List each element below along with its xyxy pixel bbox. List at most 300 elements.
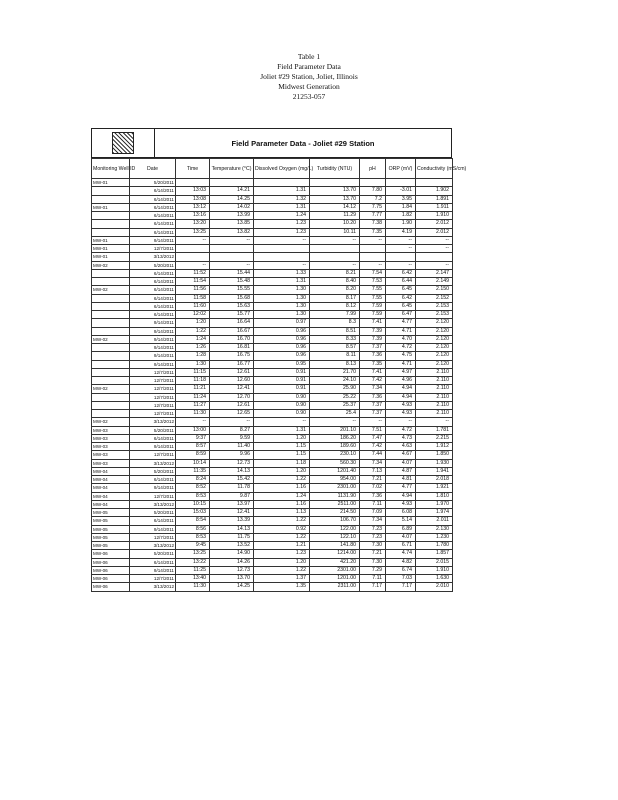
cell-well-id [92, 187, 130, 195]
cell-ph: 7.41 [360, 368, 386, 376]
cell-conductivity: 2.110 [416, 368, 453, 376]
cell-turbidity: 1131.90 [310, 492, 360, 500]
cell-time: 13:03 [176, 187, 210, 195]
cell-turbidity [310, 179, 360, 187]
cell-well-id: MW-04 [92, 492, 130, 500]
cell-conductivity: -- [416, 418, 453, 426]
cell-conductivity: 2.018 [416, 476, 453, 484]
cell-well-id [92, 327, 130, 335]
cell-orp: 4.73 [386, 434, 416, 442]
table-row [92, 443, 453, 451]
cell-temperature: 15.55 [210, 286, 254, 294]
cell-ph: 7.42 [360, 377, 386, 385]
cell-well-id: MW-06 [92, 566, 130, 574]
table-row [92, 335, 453, 343]
cell-well-id [92, 401, 130, 409]
cell-turbidity: 1214.00 [310, 550, 360, 558]
cell-conductivity: 2.120 [416, 360, 453, 368]
logo-icon [112, 132, 134, 154]
cell-ph: 7.59 [360, 311, 386, 319]
cell-conductivity: 2.130 [416, 525, 453, 533]
cell-ph: 7.30 [360, 542, 386, 550]
cell-orp: 6.08 [386, 509, 416, 517]
cell-orp: 4.67 [386, 451, 416, 459]
cell-orp: 4.63 [386, 443, 416, 451]
cell-time: 1:22 [176, 327, 210, 335]
cell-time: 11:56 [176, 286, 210, 294]
cell-turbidity: 2301.00 [310, 484, 360, 492]
cell-well-id: MW-06 [92, 558, 130, 566]
cell-date: 3/13/2012 [130, 583, 176, 591]
cell-orp: 4.75 [386, 352, 416, 360]
cell-dissolved-oxygen: 1.31 [254, 278, 310, 286]
cell-date: 3/13/2012 [130, 253, 176, 261]
cell-ph: 7.29 [360, 566, 386, 574]
cell-temperature: 16.64 [210, 319, 254, 327]
cell-orp: 4.96 [386, 377, 416, 385]
cell-ph [360, 245, 386, 253]
cell-time: 13:16 [176, 212, 210, 220]
cell-dissolved-oxygen: 1.20 [254, 558, 310, 566]
cell-time: 11:52 [176, 269, 210, 277]
cell-orp: 4.94 [386, 492, 416, 500]
cell-date: 9/14/2011 [130, 327, 176, 335]
cell-dissolved-oxygen: 1.18 [254, 459, 310, 467]
cell-well-id [92, 360, 130, 368]
cell-orp: 4.94 [386, 393, 416, 401]
cell-conductivity: 1.910 [416, 212, 453, 220]
table-row [92, 434, 453, 442]
cell-dissolved-oxygen: 1.24 [254, 212, 310, 220]
cell-conductivity: 2.110 [416, 401, 453, 409]
cell-ph: 7.36 [360, 352, 386, 360]
cell-temperature: 12.70 [210, 393, 254, 401]
cell-well-id [92, 220, 130, 228]
cell-date: 6/14/2011 [130, 203, 176, 211]
cell-orp: 6.42 [386, 269, 416, 277]
cell-orp: 4.81 [386, 476, 416, 484]
table-row [92, 360, 453, 368]
table-row [92, 575, 453, 583]
cell-conductivity [416, 179, 453, 187]
cell-ph: 7.55 [360, 286, 386, 294]
cell-conductivity: 1.630 [416, 575, 453, 583]
cell-temperature: 15.77 [210, 311, 254, 319]
cell-time: 15:03 [176, 509, 210, 517]
cell-time: 11:54 [176, 278, 210, 286]
cell-well-id [92, 368, 130, 376]
cell-time: 11:27 [176, 401, 210, 409]
cell-turbidity: 2511.00 [310, 500, 360, 508]
cell-temperature: 12.73 [210, 459, 254, 467]
cell-temperature: 14.13 [210, 525, 254, 533]
cell-temperature: 11.78 [210, 484, 254, 492]
cell-well-id: MW-03 [92, 443, 130, 451]
cell-turbidity: 24.10 [310, 377, 360, 385]
cell-temperature: 13.39 [210, 517, 254, 525]
cell-temperature: 15.68 [210, 294, 254, 302]
table-row [92, 550, 453, 558]
cell-date: 9/14/2011 [130, 484, 176, 492]
cell-dissolved-oxygen: 1.15 [254, 443, 310, 451]
table-row [92, 253, 453, 261]
cell-conductivity: 1.921 [416, 484, 453, 492]
cell-ph: 7.39 [360, 335, 386, 343]
cell-time: 1:24 [176, 335, 210, 343]
cell-orp: -- [386, 236, 416, 244]
cell-orp: 4.77 [386, 319, 416, 327]
cell-temperature: -- [210, 236, 254, 244]
cell-dissolved-oxygen: 0.92 [254, 525, 310, 533]
cell-ph: 7.42 [360, 443, 386, 451]
cell-well-id [92, 294, 130, 302]
cell-dissolved-oxygen: 0.90 [254, 401, 310, 409]
cell-conductivity: 1.902 [416, 187, 453, 195]
cell-temperature [210, 245, 254, 253]
table-row [92, 187, 453, 195]
cell-dissolved-oxygen: 1.37 [254, 575, 310, 583]
cell-well-id: MW-03 [92, 451, 130, 459]
cell-time: 13:20 [176, 220, 210, 228]
cell-conductivity: 1.970 [416, 500, 453, 508]
cell-ph: 7.47 [360, 434, 386, 442]
cell-temperature: 13.97 [210, 500, 254, 508]
cell-time: -- [176, 261, 210, 269]
cell-time: 8:53 [176, 492, 210, 500]
cell-turbidity: -- [310, 418, 360, 426]
cell-time [176, 253, 210, 261]
cell-conductivity: 2.110 [416, 393, 453, 401]
cell-orp: 6.74 [386, 566, 416, 574]
table-row [92, 311, 453, 319]
cell-ph: 7.51 [360, 426, 386, 434]
cell-temperature: 13.85 [210, 220, 254, 228]
cell-orp: -- [386, 245, 416, 253]
cell-date: 6/14/2011 [130, 269, 176, 277]
cell-orp: 4.93 [386, 500, 416, 508]
cell-conductivity: 2.110 [416, 377, 453, 385]
cell-turbidity: 8.57 [310, 344, 360, 352]
cell-ph: 7.38 [360, 220, 386, 228]
cell-ph: 7.35 [360, 360, 386, 368]
cell-conductivity: -- [416, 236, 453, 244]
cell-conductivity [416, 253, 453, 261]
cell-turbidity: 560.30 [310, 459, 360, 467]
table-row [92, 368, 453, 376]
cell-well-id [92, 410, 130, 418]
cell-turbidity: 2301.00 [310, 566, 360, 574]
cell-time: 1:26 [176, 344, 210, 352]
table-row [92, 245, 453, 253]
cell-date: 12/7/2011 [130, 451, 176, 459]
cell-well-id: MW-02 [92, 261, 130, 269]
cell-dissolved-oxygen: -- [254, 418, 310, 426]
cell-well-id: MW-05 [92, 542, 130, 550]
cell-orp: 4.72 [386, 344, 416, 352]
cell-orp: 6.45 [386, 302, 416, 310]
cell-time: 13:00 [176, 426, 210, 434]
cell-well-id [92, 278, 130, 286]
cell-temperature: 12.61 [210, 401, 254, 409]
cell-well-id: MW-01 [92, 203, 130, 211]
cell-well-id: MW-01 [92, 245, 130, 253]
cell-conductivity: 1.891 [416, 195, 453, 203]
cell-orp [386, 253, 416, 261]
cell-date: 3/13/2012 [130, 418, 176, 426]
cell-time: 1:20 [176, 319, 210, 327]
cell-temperature: 14.26 [210, 558, 254, 566]
col-header-ph: pH [360, 159, 386, 179]
cell-well-id: MW-01 [92, 179, 130, 187]
cell-date: 9/14/2011 [130, 335, 176, 343]
cell-well-id: MW-02 [92, 385, 130, 393]
cell-conductivity: 2.120 [416, 327, 453, 335]
table-row [92, 517, 453, 525]
cell-dissolved-oxygen: 0.96 [254, 335, 310, 343]
table-row [92, 451, 453, 459]
cell-conductivity: 2.149 [416, 278, 453, 286]
cell-ph: 7.75 [360, 203, 386, 211]
table-row [92, 476, 453, 484]
cell-orp: 4.93 [386, 401, 416, 409]
table-row [92, 220, 453, 228]
cell-temperature: 12.73 [210, 566, 254, 574]
cell-orp: 4.77 [386, 484, 416, 492]
table-row [92, 484, 453, 492]
cell-turbidity [310, 245, 360, 253]
cell-orp: 4.93 [386, 410, 416, 418]
cell-well-id: MW-03 [92, 459, 130, 467]
cell-ph: 7.34 [360, 517, 386, 525]
cell-date: 6/14/2011 [130, 434, 176, 442]
cell-temperature: 12.41 [210, 385, 254, 393]
cell-ph: 7.17 [360, 583, 386, 591]
cell-ph: 7.55 [360, 294, 386, 302]
cell-ph: 7.35 [360, 228, 386, 236]
cell-ph: 7.09 [360, 509, 386, 517]
cell-conductivity: -- [416, 245, 453, 253]
cell-dissolved-oxygen: 1.30 [254, 302, 310, 310]
cell-orp: 4.19 [386, 228, 416, 236]
cell-temperature: 14.25 [210, 583, 254, 591]
cell-temperature: 16.70 [210, 335, 254, 343]
table-row [92, 203, 453, 211]
cell-ph: 7.02 [360, 484, 386, 492]
cell-conductivity: 2.215 [416, 434, 453, 442]
cell-date: 6/14/2011 [130, 476, 176, 484]
cell-turbidity: 186.20 [310, 434, 360, 442]
cell-temperature: 16.67 [210, 327, 254, 335]
cell-time: 10:14 [176, 459, 210, 467]
cell-orp: 4.94 [386, 385, 416, 393]
cell-well-id: MW-05 [92, 517, 130, 525]
table-row [92, 344, 453, 352]
table-row [92, 558, 453, 566]
cell-date: 5/20/2011 [130, 550, 176, 558]
cell-well-id: MW-04 [92, 467, 130, 475]
cell-time: 8:53 [176, 533, 210, 541]
cell-turbidity: 21.70 [310, 368, 360, 376]
cell-turbidity: 8.51 [310, 327, 360, 335]
cell-turbidity: 122.00 [310, 525, 360, 533]
cell-dissolved-oxygen: -- [254, 236, 310, 244]
cell-ph: 7.11 [360, 575, 386, 583]
cell-date: 9/14/2011 [130, 344, 176, 352]
report-header [0, 52, 618, 102]
cell-orp: -- [386, 261, 416, 269]
cell-orp: 6.71 [386, 542, 416, 550]
cell-turbidity: 214.50 [310, 509, 360, 517]
cell-conductivity: 2.153 [416, 311, 453, 319]
col-header-orp: ORP (mV) [386, 159, 416, 179]
cell-temperature: 8.27 [210, 426, 254, 434]
cell-turbidity: 10.11 [310, 228, 360, 236]
cell-ph: 7.23 [360, 525, 386, 533]
cell-dissolved-oxygen: 1.22 [254, 517, 310, 525]
cell-turbidity: -- [310, 261, 360, 269]
cell-date: 12/7/2011 [130, 368, 176, 376]
cell-well-id [92, 319, 130, 327]
cell-date: 5/20/2011 [130, 467, 176, 475]
cell-turbidity: 13.70 [310, 195, 360, 203]
cell-ph: 7.53 [360, 278, 386, 286]
cell-well-id: MW-06 [92, 550, 130, 558]
table-row [92, 195, 453, 203]
cell-date: 6/14/2011 [130, 220, 176, 228]
cell-well-id: MW-03 [92, 434, 130, 442]
cell-orp: 6.45 [386, 286, 416, 294]
cell-turbidity: 8.11 [310, 352, 360, 360]
cell-well-id [92, 393, 130, 401]
cell-temperature: 13.99 [210, 212, 254, 220]
cell-time: 11:30 [176, 583, 210, 591]
table-row [92, 302, 453, 310]
cell-ph: 7.44 [360, 451, 386, 459]
cell-date: 6/14/2011 [130, 517, 176, 525]
cell-turbidity: 8.33 [310, 335, 360, 343]
table-row [92, 583, 453, 591]
cell-turbidity: -- [310, 236, 360, 244]
col-header-dissolved-oxygen: Dissolved Oxygen (mg/L) [254, 159, 310, 179]
cell-conductivity: 2.147 [416, 269, 453, 277]
cell-dissolved-oxygen: 1.33 [254, 269, 310, 277]
cell-time: 13:40 [176, 575, 210, 583]
cell-well-id: MW-04 [92, 500, 130, 508]
cell-conductivity: 2.153 [416, 302, 453, 310]
cell-time: 1:30 [176, 360, 210, 368]
cell-time: 13:12 [176, 203, 210, 211]
cell-ph: 7.54 [360, 269, 386, 277]
cell-conductivity: 2.010 [416, 583, 453, 591]
cell-turbidity: 1201.40 [310, 467, 360, 475]
table-row [92, 542, 453, 550]
cell-dissolved-oxygen: 1.16 [254, 500, 310, 508]
cell-temperature: 14.25 [210, 195, 254, 203]
cell-ph: 7.37 [360, 344, 386, 352]
col-header-conductivity: Conductivity (mS/cm) [416, 159, 453, 179]
cell-well-id [92, 195, 130, 203]
cell-dissolved-oxygen: 1.30 [254, 311, 310, 319]
cell-well-id [92, 311, 130, 319]
cell-date: 9/14/2011 [130, 352, 176, 360]
cell-orp: 3.95 [386, 195, 416, 203]
cell-turbidity: 1201.00 [310, 575, 360, 583]
cell-conductivity: 1.974 [416, 509, 453, 517]
cell-orp [386, 179, 416, 187]
field-parameter-table-container [91, 128, 467, 592]
cell-well-id: MW-05 [92, 533, 130, 541]
cell-turbidity: 11.29 [310, 212, 360, 220]
cell-turbidity: 25.90 [310, 385, 360, 393]
cell-dissolved-oxygen: 1.20 [254, 434, 310, 442]
cell-date: 12/7/2011 [130, 410, 176, 418]
cell-date: 6/14/2011 [130, 187, 176, 195]
cell-ph [360, 179, 386, 187]
cell-well-id: MW-06 [92, 583, 130, 591]
cell-dissolved-oxygen: 0.95 [254, 360, 310, 368]
cell-turbidity: 201.10 [310, 426, 360, 434]
cell-orp: -- [386, 418, 416, 426]
cell-date: 6/14/2011 [130, 286, 176, 294]
cell-temperature [210, 179, 254, 187]
cell-dissolved-oxygen: 1.35 [254, 583, 310, 591]
cell-date: 6/14/2011 [130, 278, 176, 286]
cell-ph: 7.59 [360, 302, 386, 310]
cell-well-id [92, 352, 130, 360]
cell-well-id [92, 228, 130, 236]
cell-orp: 1.90 [386, 220, 416, 228]
cell-date: 9/14/2011 [130, 566, 176, 574]
col-header-well: Monitoring Well ID [92, 159, 130, 179]
table-title-row [91, 128, 452, 158]
cell-orp: 1.84 [386, 203, 416, 211]
cell-well-id: MW-06 [92, 575, 130, 583]
cell-time: 10:15 [176, 500, 210, 508]
cell-turbidity: 14.12 [310, 203, 360, 211]
cell-orp: 4.82 [386, 558, 416, 566]
cell-turbidity: 122.10 [310, 533, 360, 541]
cell-date: 6/14/2011 [130, 212, 176, 220]
cell-date: 6/14/2011 [130, 558, 176, 566]
cell-conductivity: 2.120 [416, 344, 453, 352]
cell-dissolved-oxygen: 0.97 [254, 319, 310, 327]
table-row [92, 294, 453, 302]
cell-dissolved-oxygen: 1.20 [254, 467, 310, 475]
cell-orp: 4.70 [386, 335, 416, 343]
cell-orp: 6.42 [386, 294, 416, 302]
cell-conductivity: 2.120 [416, 335, 453, 343]
table-row [92, 377, 453, 385]
cell-dissolved-oxygen: 1.16 [254, 484, 310, 492]
col-header-temperature: Temperature (°C) [210, 159, 254, 179]
cell-conductivity: 1.910 [416, 566, 453, 574]
table-row [92, 533, 453, 541]
cell-temperature: 12.65 [210, 410, 254, 418]
cell-time: 9:45 [176, 542, 210, 550]
cell-well-id [92, 269, 130, 277]
cell-date: 9/14/2011 [130, 525, 176, 533]
cell-dissolved-oxygen: 1.32 [254, 195, 310, 203]
cell-turbidity: 421.20 [310, 558, 360, 566]
table-header-row [92, 159, 453, 179]
cell-orp: 6.47 [386, 311, 416, 319]
cell-dissolved-oxygen: 1.13 [254, 509, 310, 517]
cell-conductivity: 1.911 [416, 203, 453, 211]
cell-turbidity: 189.60 [310, 443, 360, 451]
cell-well-id: MW-02 [92, 418, 130, 426]
cell-orp: 7.03 [386, 575, 416, 583]
cell-conductivity: 2.012 [416, 228, 453, 236]
